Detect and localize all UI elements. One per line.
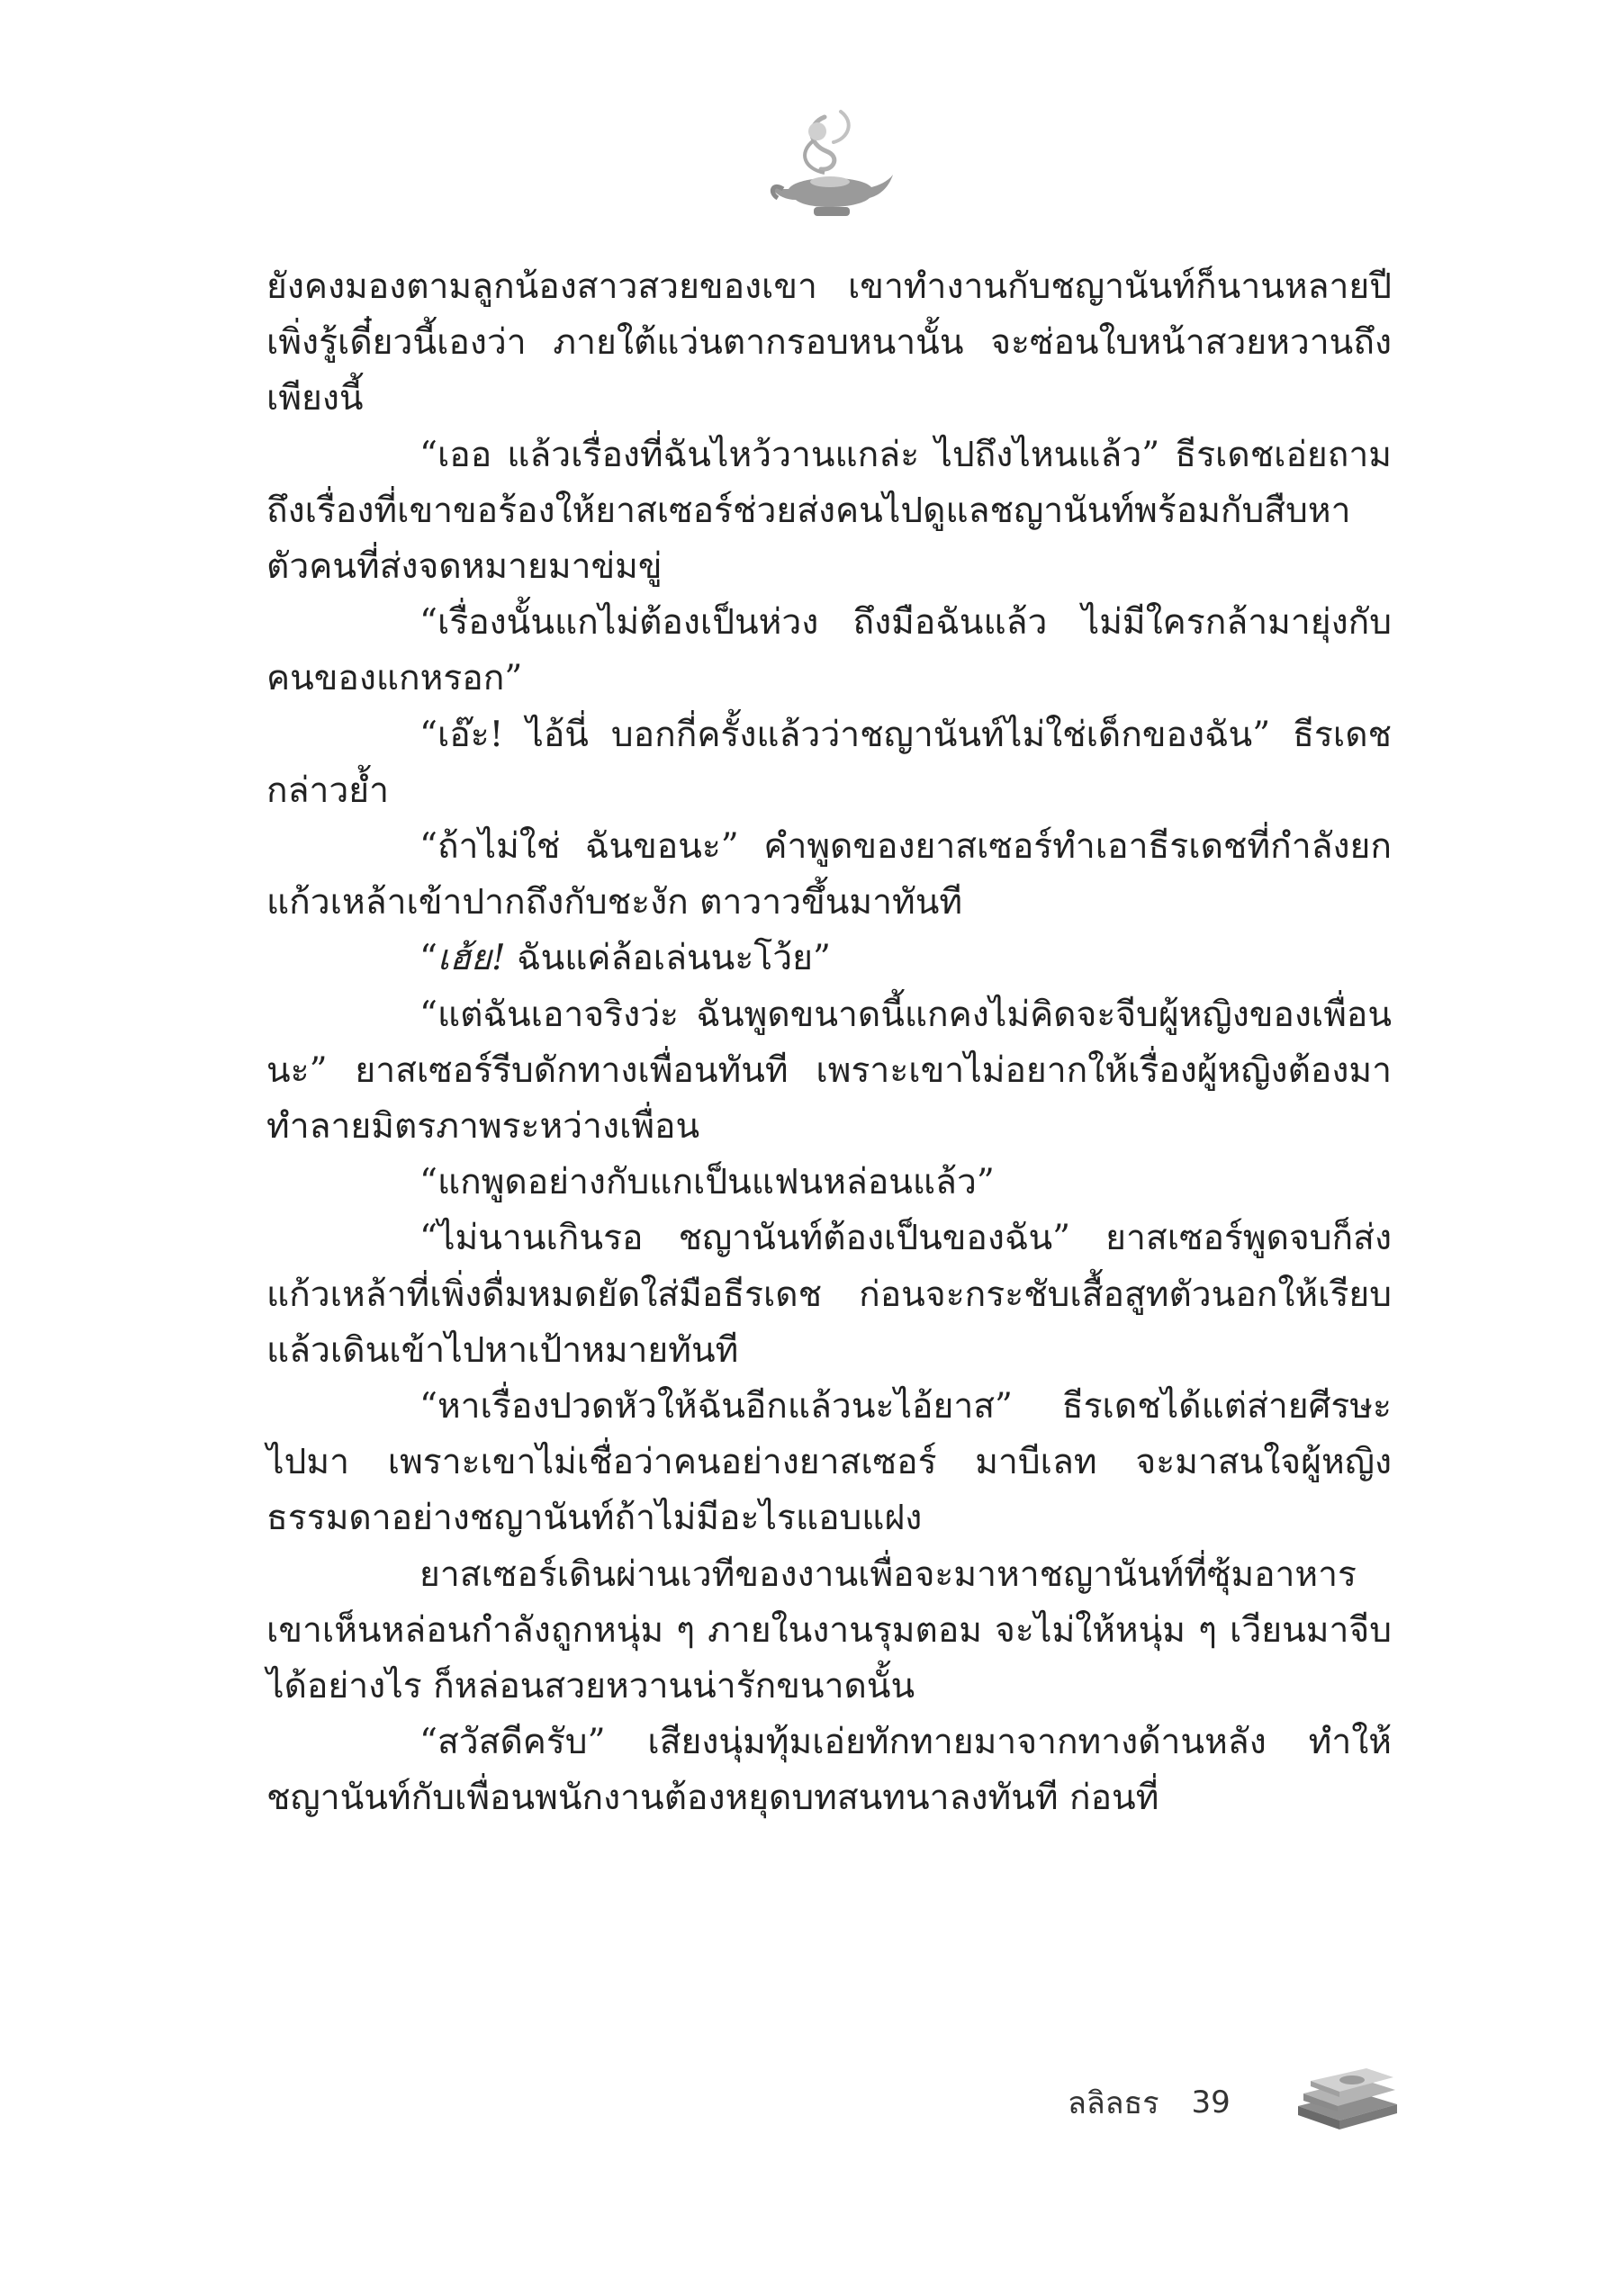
paragraph-8: “แกพูดอย่างกับแกเป็นแฟนหล่อนแล้ว”	[419, 1162, 995, 1203]
paragraph-6-text: ฉันแค่ล้อเล่นนะโว้ย”	[505, 938, 831, 979]
exclamation-italic: เฮ้ย!	[437, 938, 506, 979]
paragraph-9: “ไม่นานเกินรอ ชญานันท์ต้องเป็นของฉัน” ยาสเซอร์พูดจบก็ส่งแก้วเหล้าที่เพิ่งดื่มหมดยัดใส่มือธีรเดช ก่อนจะกระชับเสื้อสูทตัวนอกให้เรียบแล้วเดินเข้าไปหาเป้าหมายทันที	[266, 1218, 1392, 1371]
paragraph-4: “เอ๊ะ! ไอ้นี่ บอกกี่ครั้งแล้วว่าชญานันท์ไม่ใช่เด็กของฉัน” ธีรเดชกล่าวย้ำ	[266, 714, 1392, 811]
paragraph-6	[266, 931, 1392, 986]
author-name: ลลิลธร	[1068, 2085, 1159, 2121]
money-stack-icon	[1293, 2054, 1401, 2135]
page-number: 39	[1191, 2084, 1231, 2120]
paragraph-10: “หาเรื่องปวดหัวให้ฉันอีกแล้วนะไอ้ยาส” ธีรเดชได้แต่ส่ายศีรษะไปมา เพราะเขาไม่เชื่อว่าคนอย่างยาสเซอร์ มาบีเลท จะมาสนใจผู้หญิงธรรมดาอย่างชญานันท์ถ้าไม่มีอะไรแอบแฝง	[266, 1386, 1392, 1539]
paragraph-11: ยาสเซอร์เดินผ่านเวทีของงานเพื่อจะมาหาชญานันท์ที่ซุ้มอาหาร เขาเห็นหล่อนกำลังถูกหนุ่ม ๆ ภายในงานรุมตอม จะไม่ให้หนุ่ม ๆ เวียนมาจีบได้อย่างไร ก็หล่อนสวยหวานน่ารักขนาดนั้น	[266, 1553, 1392, 1707]
paragraph-5: “ถ้าไม่ใช่ ฉันขอนะ” คำพูดของยาสเซอร์ทำเอาธีรเดชที่กำลังยกแก้วเหล้าเข้าปากถึงกับชะงัก ตาวาวขึ้นมาทันที	[266, 826, 1392, 923]
paragraph-2: “เออ แล้วเรื่องที่ฉันไหว้วานแกล่ะ ไปถึงไหนแล้ว” ธีรเดชเอ่ยถามถึงเรื่องที่เขาขอร้องให้ยาสเซอร์ช่วยส่งคนไปดูแลชญานันท์พร้อมกับสืบหาตัวคนที่ส่งจดหมายมาข่มขู่	[266, 434, 1392, 588]
body-text	[266, 259, 1392, 1827]
page-footer	[1068, 2075, 1231, 2129]
paragraph-12: “สวัสดีครับ” เสียงนุ่มทุ้มเอ่ยทักทายมาจากทางด้านหลัง ทำให้ชญานันท์กับเพื่อนพนักงานต้องหยุดบทสนทนาลงทันที ก่อนที่	[266, 1722, 1392, 1819]
paragraph-7: “แต่ฉันเอาจริงว่ะ ฉันพูดขนาดนี้แกคงไม่คิดจะจีบผู้หญิงของเพื่อนนะ” ยาสเซอร์รีบดักทางเพื่อนทันที เพราะเขาไม่อยากให้เรื่องผู้หญิงต้องมาทำลายมิตรภาพระหว่างเพื่อน	[266, 994, 1392, 1148]
opening-quote: “	[419, 938, 437, 979]
paragraph-1: ยังคงมองตามลูกน้องสาวสวยของเขา เขาทำงานกับชญานันท์ก็นานหลายปี เพิ่งรู้เดี๋ยวนี้เองว่า ภายใต้แว่นตากรอบหนานั้น จะซ่อนใบหน้าสวยหวานถึงเพียงนี้	[266, 266, 1392, 419]
paragraph-3: “เรื่องนั้นแกไม่ต้องเป็นห่วง ถึงมือฉันแล้ว ไม่มีใครกล้ามายุ่งกับคนของแกหรอก”	[266, 602, 1392, 699]
magic-lamp-icon	[762, 99, 897, 234]
